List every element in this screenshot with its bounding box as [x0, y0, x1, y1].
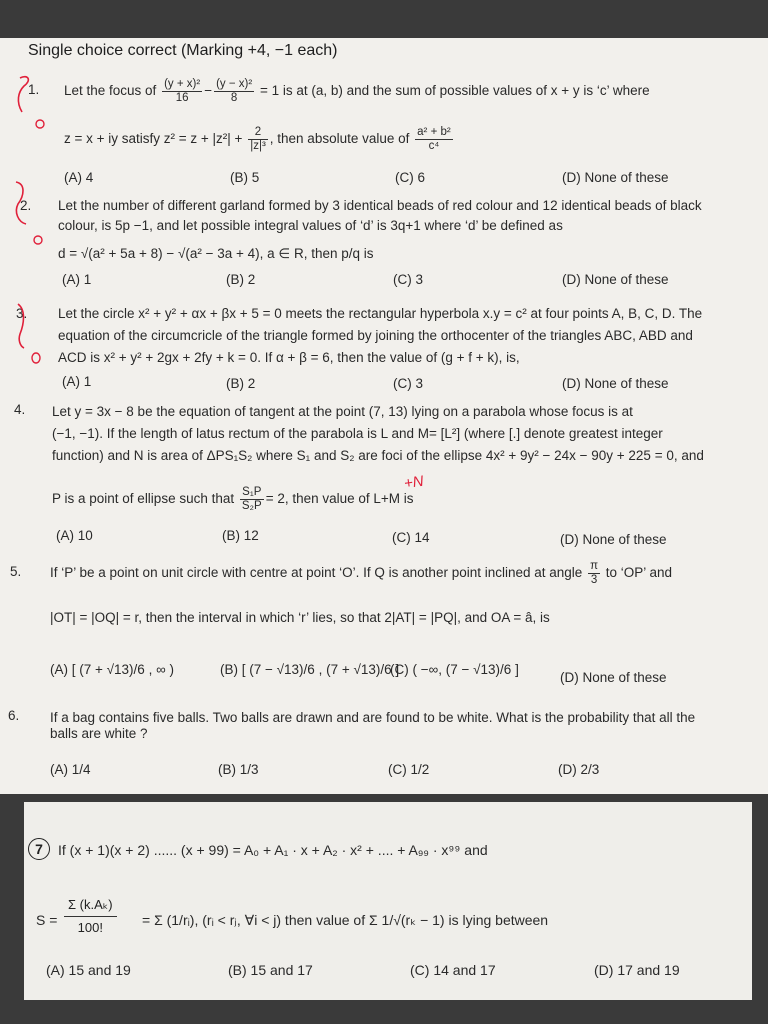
option-6b[interactable]: (B) 1/3: [218, 762, 259, 777]
fraction: $\frac{\text{S₁P}}{\text{S₂P}}$: [241, 486, 262, 512]
question-2-line-2: colour, is 5p −1, and let possible integral values of ‘d’ is 3q+1 where ‘d’ be defined as: [58, 218, 563, 233]
question-marker-7: 7: [28, 838, 50, 860]
option-7c[interactable]: (C) 14 and 17: [410, 962, 496, 978]
option-1a[interactable]: (A) 4: [64, 170, 94, 185]
option-5c[interactable]: (C) ( −∞, (7 − √13)/6 ]: [390, 662, 519, 677]
fraction: $\frac{2}{\text{|z|³}}$: [250, 126, 266, 152]
question-5-line-1: If ‘P’ be a point on unit circle with centre at point ‘O’. If Q is another point inclined at angle $\frac{\pi}{3}$ to ‘OP’ and: [50, 560, 673, 586]
option-1b[interactable]: (B) 5: [230, 170, 260, 185]
question-number-4: 4.: [14, 402, 26, 417]
pen-mark-2: [4, 178, 54, 248]
option-7b[interactable]: (B) 15 and 17: [228, 962, 313, 978]
fraction: $\frac{\text{(y − x)²}}{8}$: [216, 78, 253, 104]
option-5b[interactable]: (B) [ (7 − √13)/6 , (7 + √13)/6 ]: [220, 662, 400, 677]
question-number-2: 2.: [20, 198, 32, 213]
option-4d[interactable]: (D) None of these: [560, 532, 667, 547]
question-2-line-1: Let the number of different garland formed by 3 identical beads of red colour and 12 identical beads of black: [58, 198, 702, 213]
option-2a[interactable]: (A) 1: [62, 272, 92, 287]
question-number-3: 3.: [16, 306, 28, 321]
question-7-card: [24, 802, 752, 1000]
option-4a[interactable]: (A) 10: [56, 528, 93, 543]
option-1c[interactable]: (C) 6: [395, 170, 425, 185]
option-3a[interactable]: (A) 1: [62, 374, 92, 389]
question-4-line-2: (−1, −1). If the length of latus rectum of the parabola is L and M= [L²] (where [.] denote greatest integer: [52, 426, 663, 441]
question-4-line-1: Let y = 3x − 8 be the equation of tangent at the point (7, 13) lying on a parabola whose focus is at: [52, 404, 633, 419]
option-6d[interactable]: (D) 2/3: [558, 762, 600, 777]
option-2d[interactable]: (D) None of these: [562, 272, 669, 287]
fraction: $\frac{\text{a² + b²}}{\text{c⁴}}$: [417, 126, 451, 152]
option-3c[interactable]: (C) 3: [393, 376, 423, 391]
question-7-line-1: If (x + 1)(x + 2) ...... (x + 99) = A₀ + A₁ · x + A₂ · x² + .... + A₉₉ · x⁹⁹ and: [58, 842, 488, 858]
option-6c[interactable]: (C) 1/2: [388, 762, 430, 777]
option-5d[interactable]: (D) None of these: [560, 670, 667, 685]
option-3b[interactable]: (B) 2: [226, 376, 256, 391]
question-number-5: 5.: [10, 564, 22, 579]
fraction: $\frac{\pi}{3}$: [590, 560, 598, 586]
section-header: Single choice correct (Marking +4, −1 each): [28, 42, 338, 59]
question-sheet: [0, 38, 768, 794]
question-6-line-2: balls are white ?: [50, 726, 148, 741]
question-7-s-label: S =: [36, 912, 58, 928]
question-3-line-1: Let the circle x² + y² + αx + βx + 5 = 0 meets the rectangular hyperbola x.y = c² at four points A, B, C, D. The: [58, 306, 703, 321]
option-4b[interactable]: (B) 12: [222, 528, 259, 543]
question-3-line-3: ACD is x² + y² + 2gx + 2fy + k = 0. If α + β = 6, then the value of (g + f + k), is,: [58, 350, 520, 365]
handwritten-note: +N: [402, 472, 425, 493]
question-3-line-2: equation of the circumcricle of the triangle formed by joining the orthocenter of the triangles ABC, ABD and: [58, 328, 693, 343]
question-1-line-1: Let the focus of $\frac{\text{(y + x)²}}{16}$ − $\frac{\text{(y − x)²}}{8}$ = 1 is at (a, b) and the sum of possible values of x + y is ‘c’ where: [64, 78, 650, 104]
sum-fraction: Σ (k.Aₖ) 100!: [64, 894, 117, 939]
fraction: $\frac{\text{(y + x)²}}{16}$: [164, 78, 201, 104]
question-4-line-3: function) and N is area of ΔPS₁S₂ where S₁ and S₂ are foci of the ellipse 4x² + 9y² − 24x − 90y + 225 = 0, and: [52, 448, 704, 463]
option-7d[interactable]: (D) 17 and 19: [594, 962, 680, 978]
option-4c[interactable]: (C) 14: [392, 530, 430, 545]
option-5a[interactable]: (A) [ (7 + √13)/6 , ∞ ): [50, 662, 174, 677]
pen-mark-1: [6, 72, 52, 134]
option-6a[interactable]: (A) 1/4: [50, 762, 91, 777]
question-5-line-2: |OT| = |OQ| = r, then the interval in which ‘r’ lies, so that 2|AT| = |PQ|, and OA = â, is: [50, 610, 550, 625]
question-7-line-2: = Σ (1/rᵢ), (rᵢ < rⱼ, ∀i < j) then value of Σ 1/√(rₖ − 1) is lying between: [142, 912, 549, 928]
question-2-line-3: d = √(a² + 5a + 8) − √(a² − 3a + 4), a ∈ R, then p/q is: [58, 246, 374, 261]
option-1d[interactable]: (D) None of these: [562, 170, 669, 185]
question-1-line-2: z = x + iy satisfy z² = z + |z²| + $\frac{2}{\text{|z|³}}$ , then absolute value of $\frac{\text{a² + b²}}{\text{c⁴}}$: [64, 126, 451, 152]
option-2b[interactable]: (B) 2: [226, 272, 256, 287]
option-2c[interactable]: (C) 3: [393, 272, 423, 287]
question-6-line-1: If a bag contains five balls. Two balls are drawn and are found to be white. What is the probability that all the: [50, 710, 696, 725]
option-7a[interactable]: (A) 15 and 19: [46, 962, 131, 978]
option-3d[interactable]: (D) None of these: [562, 376, 669, 391]
question-number-1: 1.: [28, 82, 40, 97]
question-4-line-4: P is a point of ellipse such that $\frac{\text{S₁P}}{\text{S₂P}}$ = 2, then value of L+M is: [52, 486, 414, 512]
question-number-6: 6.: [8, 708, 20, 723]
pen-mark-3: [2, 300, 52, 366]
